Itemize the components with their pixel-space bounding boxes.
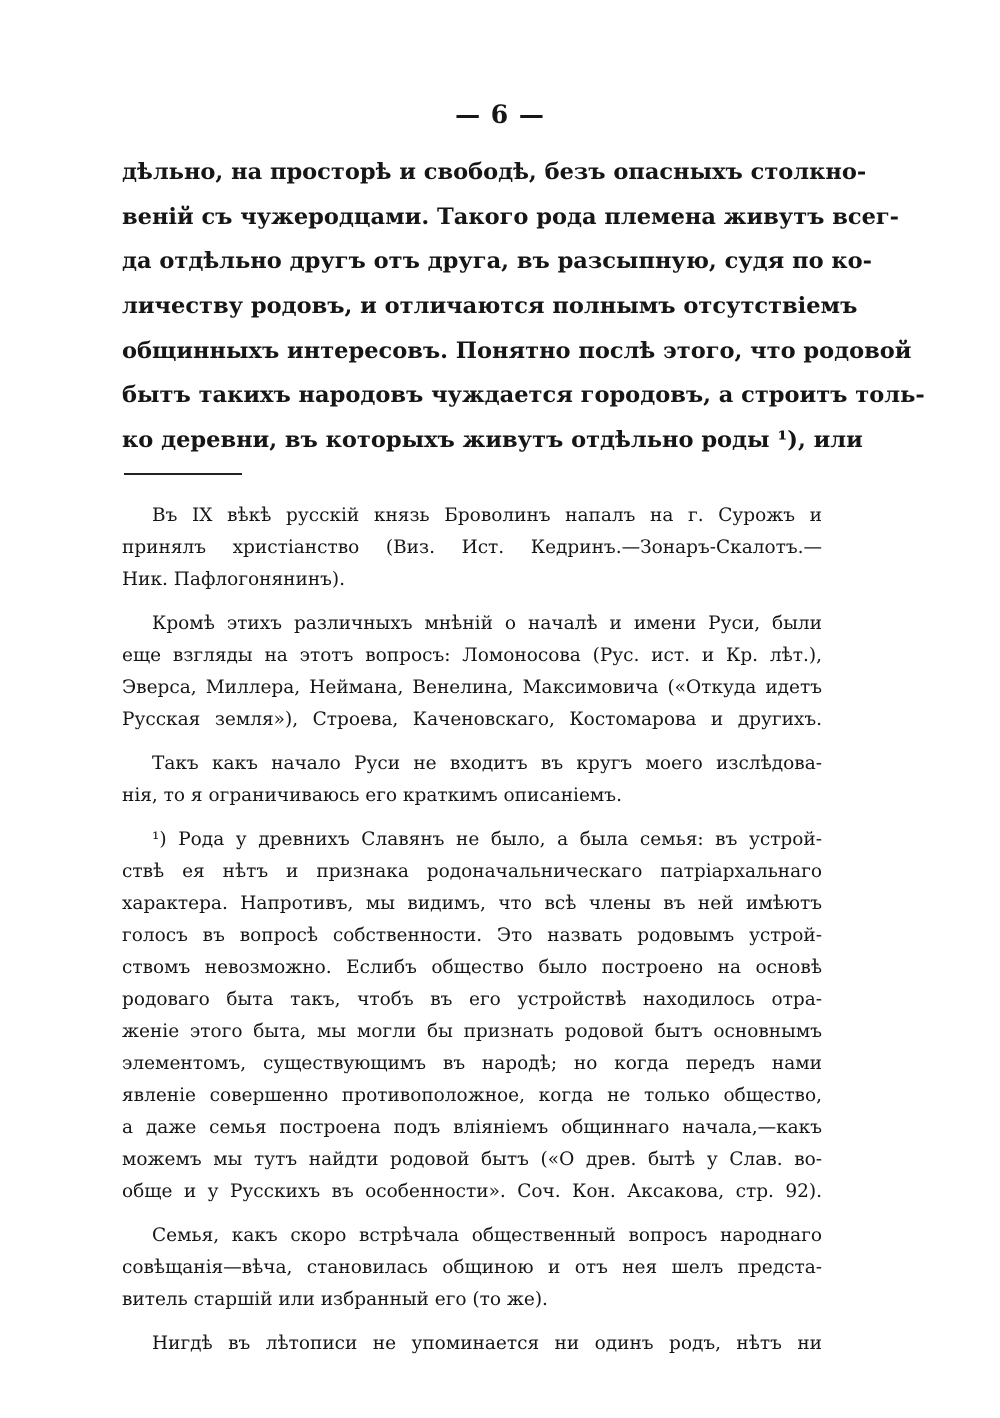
footnote-line: принялъ христіанство (Виз. Ист. Кедринъ.—Зонаръ-Скалотъ.—: [122, 537, 822, 558]
page-number: — 6 —: [455, 100, 545, 129]
main-text-line: дѣльно, на просторѣ и свободѣ, безъ опасныхъ столкно-: [122, 159, 867, 185]
footnote-line: еще взгляды на этотъ вопросъ: Ломоносова (Рус. ист. и Кр. лѣт.),: [122, 645, 822, 666]
footnote-line: элементомъ, существующимъ въ народѣ; но когда передъ нами: [122, 1053, 822, 1074]
footnote-line: женіе этого быта, мы могли бы признать родовой бытъ основнымъ: [122, 1021, 822, 1042]
footnote-line: Семья, какъ скоро встрѣчала общественный вопросъ народнаго: [152, 1225, 822, 1246]
footnote-line: Нигдѣ въ лѣтописи не упоминается ни одинъ родъ, нѣтъ ни: [152, 1333, 822, 1354]
footnote-line: характера. Напротивъ, мы видимъ, что всѣ члены въ ней имѣютъ: [122, 893, 822, 914]
footnote-paragraph: [122, 1220, 822, 1316]
footnotes: [122, 500, 822, 1372]
footnote-line: нія, то я ограничиваюсь его краткимъ описаніемъ.: [122, 785, 622, 806]
main-text-line: бытъ такихъ народовъ чуждается городовъ, а строитъ толь-: [122, 382, 925, 409]
footnote-line: ствомъ невозможно. Еслибъ общество было построено на основѣ: [122, 957, 822, 978]
footnote-line: Эверса, Миллера, Неймана, Венелина, Максимовича («Откуда идетъ: [122, 677, 822, 698]
footnote-line: Русская земля»), Строева, Каченовскаго, Костомарова и другихъ.: [122, 709, 822, 730]
footnote-line: Такъ какъ начало Руси не входитъ въ кругъ моего изслѣдова-: [152, 753, 822, 774]
footnote-line: родоваго быта такъ, чтобъ въ его устройствѣ находилось отра-: [122, 989, 822, 1010]
footnote-paragraph: [122, 500, 822, 596]
main-text: [122, 150, 925, 463]
footnote-line: а даже семья построена подъ вліяніемъ общиннаго начала,—какъ: [122, 1117, 822, 1138]
footnote-line: Въ IX вѣкѣ русскій князь Броволинъ напалъ на г. Сурожъ и: [152, 505, 822, 526]
footnote-line: явленіе совершенно противоположное, когда не только общество,: [122, 1085, 822, 1106]
footnote-paragraph: [122, 824, 822, 1208]
footnote-divider: [124, 473, 242, 475]
footnote-line: можемъ мы тутъ найдти родовой бытъ («О древ. бытѣ у Слав. во-: [122, 1149, 822, 1170]
main-text-line: веній съ чужеродцами. Такого рода племена живутъ всег-: [122, 203, 900, 230]
footnote-paragraph: [122, 1328, 822, 1360]
footnote-line: обще и у Русскихъ въ особенности». Соч. Кон. Аксакова, стр. 92).: [122, 1181, 822, 1202]
footnote-line: голосъ въ вопросѣ собственности. Это назвать родовымъ устрой-: [122, 925, 822, 946]
footnote-line: витель старшій или избранный его (то же).: [122, 1289, 548, 1310]
main-text-line: да отдѣльно другъ отъ друга, въ разсыпную, судя по ко-: [122, 248, 873, 275]
main-text-line: ко деревни, въ которыхъ живутъ отдѣльно роды ¹), или: [122, 427, 863, 454]
footnote-paragraph: [122, 608, 822, 736]
footnote-line: Ник. Пафлогонянинъ).: [122, 569, 346, 590]
main-text-line: общинныхъ интересовъ. Понятно послѣ этого, что родовой: [122, 337, 912, 364]
main-text-line: личеству родовъ, и отличаются полнымъ отсутствіемъ: [122, 293, 858, 320]
footnote-line: совѣщанія—вѣча, становилась общиною и отъ нея шелъ предста-: [122, 1257, 822, 1278]
footnote-line: ¹) Рода у древнихъ Славянъ не было, а была семья: въ устрой-: [152, 829, 822, 850]
footnote-paragraph: [122, 748, 822, 812]
footnote-line: Кромѣ этихъ различныхъ мнѣній о началѣ и имени Руси, были: [152, 613, 822, 634]
footnote-line: ствѣ ея нѣтъ и признака родоначальническаго патріархальнаго: [122, 861, 822, 882]
